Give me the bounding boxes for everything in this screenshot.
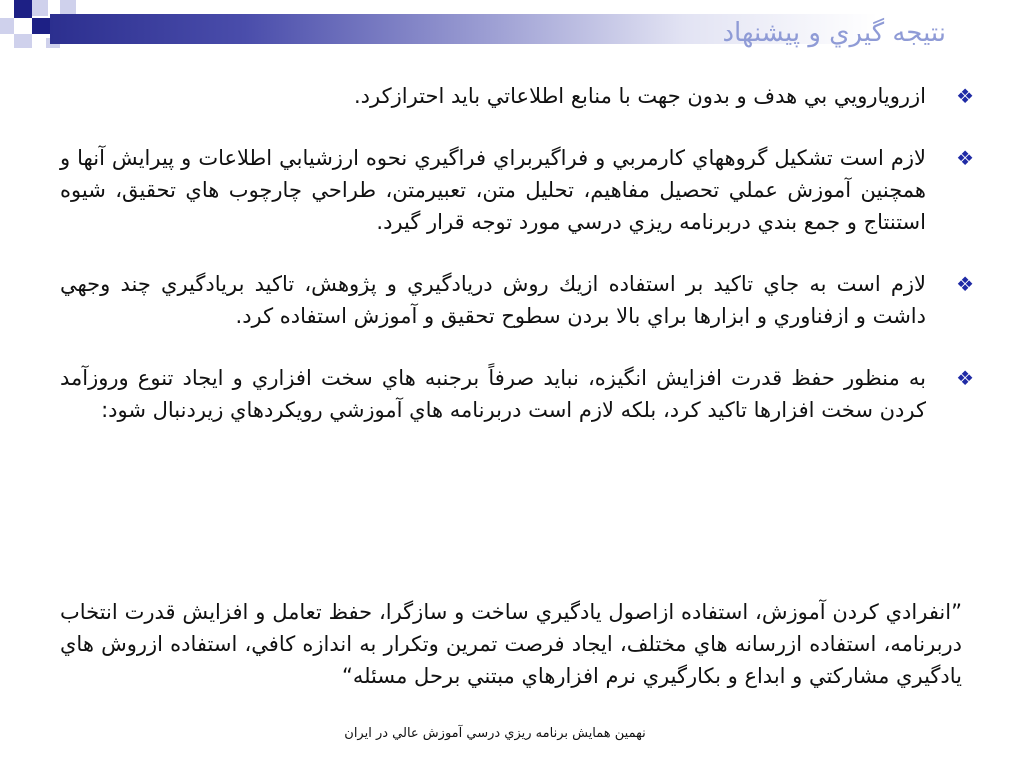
quote-text: ”انفرادي كردن آموزش، استفاده ازاصول يادگيري ساخت و سازگرا، حفظ تعامل و افزايش قدرت انتخاب دربرنامه، استفاده ازرسانه هاي مختلف، ايجاد فرصت تمرين وتكرار به اندازه كافي، استفاده ازروش هاي يادگيري مشاركتي و ابداع و بكارگيري نرم افزارهاي مبتني برحل مسئله“ xyxy=(60,600,962,688)
decor-square xyxy=(32,18,50,34)
bullet-item xyxy=(60,362,974,426)
bullet-text: به منظور حفظ قدرت افزايش انگيزه، نبايد صرفاً برجنبه هاي سخت افزاري و ايجاد تنوع وروزآمد كردن سخت افزارها تاكيد كرد، بلكه لازم است دربرنامه هاي آموزشي رويكردهاي زيرد‌نبال شود: xyxy=(60,366,926,422)
bullet-text: لازم است تشكيل گروههاي كارمربي و فراگيربراي فراگيري نحوه ارزشيابي اطلاعات و پيرايش آنها و همچنين آموزش عملي تحصيل مفاهيم، تحليل متن، تعبيرمتن، طراحي چارچوب هاي تحقيق، شيوه استنتاج و جمع بندي دربرنامه ريزي درسي مورد توجه قرار گيرد. xyxy=(60,146,926,234)
decor-square xyxy=(0,18,14,34)
diamond-bullet-icon: ❖ xyxy=(956,366,974,390)
decor-square xyxy=(14,0,32,18)
decor-square xyxy=(32,0,48,16)
bullet-text: لازم است به جاي تاكيد بر استفاده ازيك روش دريادگيري و پژوهش، تاكيد بريادگيري چند وجهي داشت و ازفناوري و ابزارها براي بالا بردن سطوح تحقيق و آموزش استفاده كرد. xyxy=(60,272,926,328)
bullet-item xyxy=(60,268,974,332)
bullet-item xyxy=(60,142,974,238)
bullet-list xyxy=(60,80,974,426)
diamond-bullet-icon: ❖ xyxy=(956,84,974,108)
decor-square xyxy=(60,0,76,14)
bullet-text: ازرويارويي بي هدف و بدون جهت با منابع اطلاعاتي بايد احترازكرد. xyxy=(354,84,926,108)
decor-square xyxy=(0,0,14,14)
bullet-item xyxy=(60,80,974,112)
slide-title: نتيجه گيري و پيشنهاد xyxy=(722,18,946,48)
diamond-bullet-icon: ❖ xyxy=(956,272,974,296)
diamond-bullet-icon: ❖ xyxy=(956,146,974,170)
decor-square xyxy=(14,34,32,48)
footer-text: نهمين همايش برنامه ريزي درسي آموزش عالي در ايران xyxy=(344,726,646,741)
